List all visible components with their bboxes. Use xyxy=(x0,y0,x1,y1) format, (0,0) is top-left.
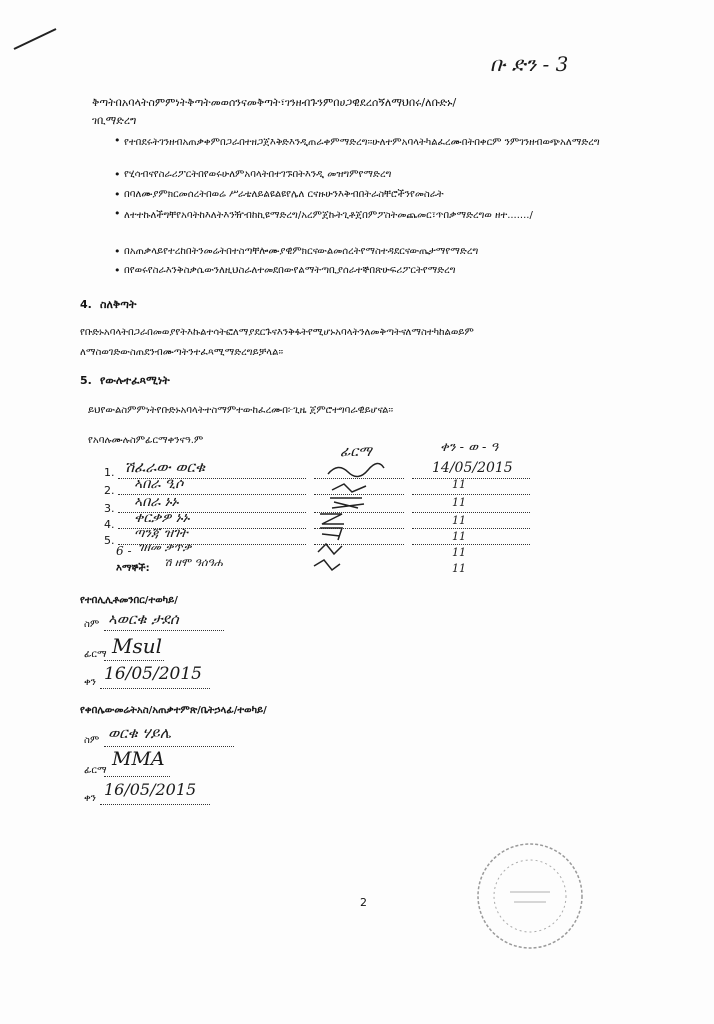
page-number: 2 xyxy=(360,896,367,909)
member-number: 6 - xyxy=(116,544,132,558)
receiver-name: ኣወርቁ ታደሰ xyxy=(108,610,179,628)
receiver-signature: Msul xyxy=(112,634,163,658)
receiver-date: 16/05/2015 xyxy=(104,664,202,684)
bullet-item: ለተተኩለችግቸየአባትከእለትእንዥብከኪዩማድረግ/አረምጀኩትጊቶጀበምፖስትመጨመር፣ጥበቃማድረግወ ዘተ......./ xyxy=(124,210,533,221)
member-number: 5. xyxy=(104,534,115,547)
member-date: 11 xyxy=(452,562,466,575)
member-date: 11 xyxy=(452,478,466,491)
member-date: 11 xyxy=(452,514,466,527)
bullet-dot: • xyxy=(114,134,121,147)
receiver-name-line xyxy=(104,630,224,631)
section-5-title: የውሉተፈጻሚነት xyxy=(100,374,170,387)
office-name-label: ስም xyxy=(84,735,100,746)
bullet-dot: • xyxy=(114,264,121,277)
receiver-name-label: ስም xyxy=(84,619,100,630)
member-signature xyxy=(312,558,342,574)
section-4-number: 4. xyxy=(80,298,92,311)
section-5-line-1: ይህየውልስምምነትየቡድኑአባላትተስማምተውከፈረሙበ፦ጊዜ ጀምሮተግባራዊይሆናል፡፡ xyxy=(88,405,394,416)
member-date: 14/05/2015 xyxy=(432,460,513,476)
receiver-sign-line xyxy=(104,660,164,661)
member-number: 1. xyxy=(104,466,115,479)
section-4-line-1: የቡድኑአባላትበጋራበመወያየትእኩልተሳትፎለማያደርጉናእንቅፋትየሚሆኑአባላትንለመቅጣትናለማስተካከልወይም xyxy=(80,327,474,338)
receiver-title: የተበሊሊቶመንበር/ተወካይ/ xyxy=(80,595,178,606)
date-line xyxy=(412,478,530,479)
member-name: ሽ ዘሞ ዓሰዓሐ xyxy=(164,556,223,569)
bullet-dot: • xyxy=(114,188,121,201)
date-column-header: ቀን - ወ - ዓ xyxy=(440,440,499,455)
member-name: ኣበራ ኑኑ xyxy=(134,494,179,510)
office-title: የቀበሌውመሬትአስ/አጠቃተምጽ/ቤትኃላፊ/ተወካይ/ xyxy=(80,705,267,716)
bullet-dot: • xyxy=(114,245,121,258)
witness-label: እማኞች: xyxy=(116,563,150,574)
section-4-line-2: ለማስወገድውስጠደንብሙጣትንተፈጻሚማድረግይቻላል፡፡ xyxy=(80,347,284,358)
date-line xyxy=(412,494,530,495)
member-name: ሽፈራው ወርቁ xyxy=(124,458,206,476)
member-date: 11 xyxy=(452,530,466,543)
signature-column-header: ፊርማ xyxy=(340,444,372,460)
document-reference: ቡ ድን - 3 xyxy=(490,52,569,76)
bullet-item: የሂሳብናየስራሪፖርትበየወሩሁለምአባላትበተገኙበትእንዲ መዝግምየማድረግ xyxy=(124,169,392,180)
office-date: 16/05/2015 xyxy=(104,780,197,799)
member-signature xyxy=(316,542,346,558)
bullet-item: የተበደሩትገንዘብአጠቃቀምበጋራበተዘጋጀእቅድእንዲጠራቀምማድረግ፡፡ሁለተምአባላትካልፈረሙበትበቀርም ንምገንዘብወጭአለማድረግ xyxy=(124,137,600,148)
bullet-item: በአጠቃላይየተረከበትንመሬትበተስጣቸሎሙያዊምክርናውልመሰረትየማስተዳደርናውጤታማየማድረግ xyxy=(124,246,479,257)
member-date: 11 xyxy=(452,546,466,559)
member-name: ገዘመ ቃጥቃ xyxy=(138,540,192,554)
official-stamp xyxy=(470,836,590,956)
date-line xyxy=(412,528,530,529)
section-4-title: ስለቅጣት xyxy=(100,298,137,311)
bullet-dot: • xyxy=(114,207,121,220)
bullet-dot: • xyxy=(114,168,121,181)
member-date: 11 xyxy=(452,496,466,509)
member-name: ጣንጃ ዝገት xyxy=(134,526,188,541)
bullet-item: በባለሙያምክርመሰረትበወሬ ሥራቴለይልዩልዩየሌለ ርናዙሁንእቅብበትራስቸሮችንየመስራት xyxy=(124,189,444,200)
office-date-label: ቀን xyxy=(84,793,96,804)
receiver-date-line xyxy=(100,688,210,689)
bullet-item: በየወሩየስራእንቅስቃሴውንለዚህስራለተመደበውየልማትጣቢያሰራተኞበጽሁፍሪፖርትየማድረግ xyxy=(124,265,456,276)
member-name: ኣበራ ዒሶ xyxy=(134,476,184,492)
members-header: የአባሉሙሉስምፊርማቀንናዓ.ም xyxy=(88,435,204,446)
member-number: 4. xyxy=(104,518,115,531)
intro-line-2: ገቢማድረግ xyxy=(92,114,137,127)
member-number: 2. xyxy=(104,484,115,497)
section-5-number: 5. xyxy=(80,374,92,387)
office-signature: MMA xyxy=(112,748,165,770)
member-number: 3. xyxy=(104,502,115,515)
office-date-line xyxy=(100,804,210,805)
office-name: ወርቁ ሃይሌ xyxy=(108,724,171,742)
office-name-line xyxy=(104,746,234,747)
receiver-date-label: ቀን xyxy=(84,677,96,688)
member-name: ቀርቃዎ ኑኑ xyxy=(134,510,190,526)
office-sign-line xyxy=(104,776,170,777)
office-sign-label: ፊርማ xyxy=(84,765,107,776)
member-signature xyxy=(326,460,386,480)
date-line xyxy=(412,544,530,545)
date-line xyxy=(412,512,530,513)
receiver-sign-label: ፊርማ xyxy=(84,649,107,660)
pen-stroke-mark xyxy=(10,25,60,55)
intro-line-1: ቅጣትበአባላትስምምነትቅጣትመወሰንናመቅጣት፣ገንዘብጉንምበሀጋዊደረሰኝለማህበሩ/ለቡድኑ/ xyxy=(92,96,457,109)
